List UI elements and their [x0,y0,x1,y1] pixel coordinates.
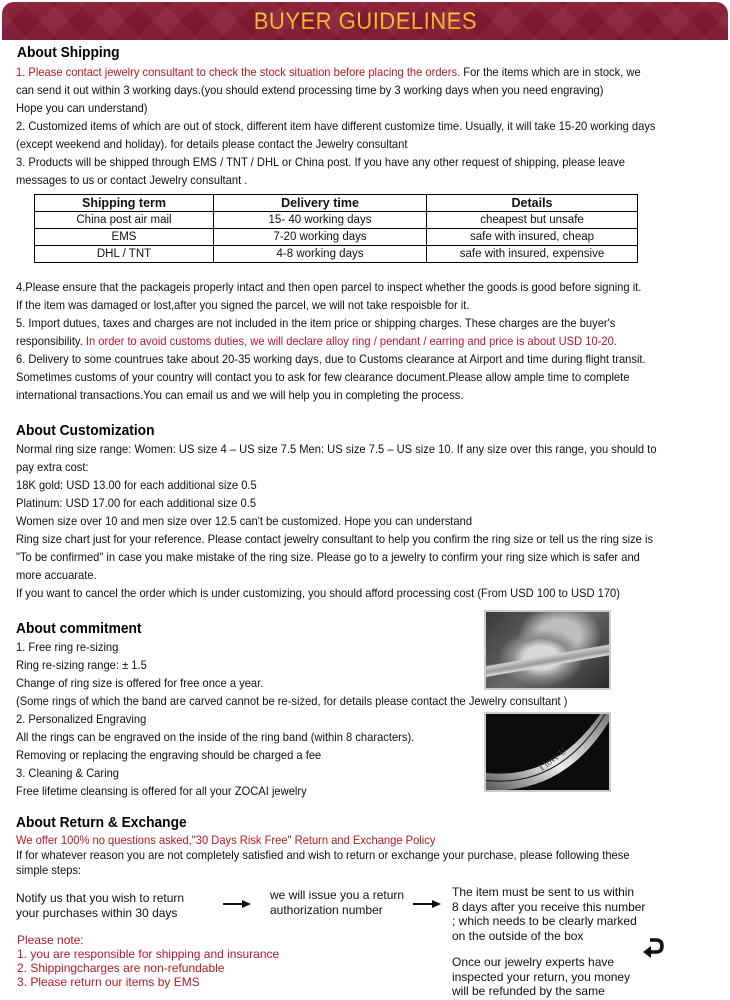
section-heading-customization: About Customization [16,423,155,439]
table-cell: DHL / TNT [35,246,214,263]
customs-notice: In order to avoid customs duties, we will declare alloy ring / pendant / earring and price is about USD 10-20. [82,334,617,348]
engraved-ring-band [486,714,609,790]
table-cell: EMS [35,229,214,246]
return-step-3: The item must be sent to us within 8 days after you receive this number ; which needs to be clearly marked on the outside of the box [452,885,646,943]
return-policy-highlight: We offer 100% no questions asked,"30 Days Risk Free" Return and Exchange Policy [16,833,436,847]
column-header: Shipping term [35,195,214,212]
note-item: 2. Shippingcharges are non-refundable [17,961,225,975]
buyer-guidelines-banner [2,2,728,40]
shipping-table [34,194,638,263]
return-arrow-icon [641,936,667,964]
note-item: 1. you are responsible for shipping and insurance [17,947,280,961]
notes-title: Please note: [17,933,84,947]
table-cell: China post air mail [35,212,214,229]
ring-engraving-photo [484,712,611,792]
return-step-4: Once our jewelry experts have inspected your return, you money will be refunded by the same [452,955,631,998]
arrow-right-icon [223,903,249,905]
shipping-item-2: 2. Customized items of which are out of stock, different item have different customize time. Usually, it will take 15-20 working days [16,119,656,133]
column-header: Delivery time [214,195,427,212]
stock-warning: 1. Please contact jewelry consultant to check the stock situation before placing the orders. [16,65,461,79]
table-row [35,246,638,263]
table-cell: safe with insured, expensive [427,246,638,263]
return-step-2: we will issue you a return authorization number [270,888,405,917]
table-cell: cheapest but unsafe [427,212,638,229]
table-cell: 15- 40 working days [214,212,427,229]
section-heading-returns: About Return & Exchange [16,815,187,831]
column-header: Details [427,195,638,212]
shipping-text-continued: 4.Please ensure that the packageis properly intact and then open parcel to inspect whether the goods is good before signing it. If the item was damaged or lost,after you signed the parcel, we will not take respoisble for it. 5. Import dutues, taxes and charges are not included in the item price or shipping charges. These charges are the buyer's responsibility. In order to avoid customs duties, we will declare alloy ring / pendant / earring and price is about USD 10-20. 6. Delivery to some countrues take about 20-35 working days, due to Customs clearance at Airport and time during flight transit. Sometimes customs of your country will contact you to ask for few clearance document.Please allow ample time to complete international transactions.You can email us and we will help you in completing the process. [16,280,646,402]
section-heading-shipping: About Shipping [17,45,120,61]
section-heading-commitment: About commitment [16,621,142,637]
return-notes [17,933,279,989]
commitment-text: 1. Free ring re-sizing Ring re-sizing range: ± 1.5 Change of ring size is offered for free once a year. (Some rings of which the band are carved cannot be re-sized, for details please contact the Jewelry consultant ) 2. Personalized Engraving All the rings can be engraved on the inside of the ring band (within 8 characters). Removing or replacing the engraving should be charged a fee 3. Cleaning & Caring Free lifetime cleansing is offered for all your ZOCAI jewelry [16,640,568,798]
shipping-text: 1. Please contact jewelry consultant to check the stock situation before placing the orders. For the items which are in stock, we can send it out within 3 working days.(you should extend processing time by 3 working days when you need engraving) Hope you can understand) 2. Customized items of which are out of stock, different item have different customize time. Usually, it will take 15-20 working days (except weekend and holiday). for details please contact the Jewelry consultant 3. Products will be shipped through EMS / TNT / DHL or China post. If you have any other request of shipping, please leave messages to us or contact Jewelry consultant . [16,65,656,187]
arrow-right-icon [413,903,439,905]
shipping-item-1: 1. Please contact jewelry consultant to check the stock situation before placing the orders. For the items which are in stock, we [16,65,641,79]
shipping-item-5: 5. Import dutues, taxes and charges are not included in the item price or shipping charges. These charges are the buyer's [16,316,616,330]
shipping-item-6: 6. Delivery to some countrues take about 20-35 working days, due to Customs clearance at Airport and time during flight transit. [16,352,646,366]
note-item: 3. Please return our items by EMS [17,975,200,989]
ring-resizing-photo [484,610,611,690]
shipping-item-3: 3. Products will be shipped through EMS / TNT / DHL or China post. If you have any other request of shipping, please leave [16,155,625,169]
engraving-text: I love U [537,745,570,774]
table-row [35,229,638,246]
table-cell: safe with insured, cheap [427,229,638,246]
table-cell: 4-8 working days [214,246,427,263]
banner-title: BUYER GUIDELINES [253,8,477,35]
return-step-1: Notify us that you wish to return your purchases within 30 days [16,891,185,920]
returns-intro: We offer 100% no questions asked,"30 Days Risk Free" Return and Exchange Policy If for whatever reason you are not completely satisfied and wish to return or exchange your purchase, please following these simple steps: [16,833,630,877]
table-cell: 7-20 working days [214,229,427,246]
shipping-item-4: 4.Please ensure that the packageis properly intact and then open parcel to inspect whether the goods is good before signing it. [16,280,642,294]
customization-text: Normal ring size range: Women: US size 4 – US size 7.5 Men: US size 7.5 – US size 10. If any size over this range, you should to pay extra cost: 18K gold: USD 13.00 for each additional size 0.5 Platinum: USD 17.00 for each additional size 0.5 Women size over 10 and men size over 12.5 can't be customized. Hope you can understand Ring size chart just for your reference. Please contact jewelry consultant to help you confirm the ring size or tell us the ring size is "To be confirmed" in case you make mistake of the ring size. Please go to a jewelry to confirm your ring size which is safer and more accuarate. If you want to cancel the order which is under customizing, you should afford processing cost (From USD 100 to USD 170) [16,442,657,600]
table-row [35,212,638,229]
table-header-row [35,195,638,212]
